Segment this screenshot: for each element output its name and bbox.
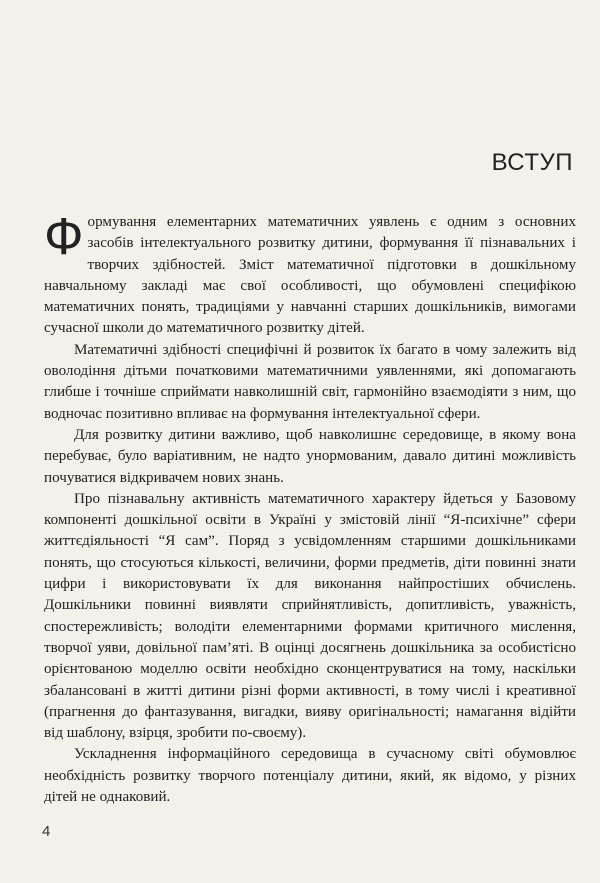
- chapter-heading: ВСТУП: [491, 149, 573, 176]
- paragraph-1: [44, 208, 576, 340]
- body-text: [44, 208, 576, 808]
- paragraph-1-text: ормування елементарних математичних уявлень є одним з основних засобів інтелектуального розвитку дитини, формування її пізнавальних і творчих здібностей. Зміст математичної підготовки в дошкільному навчальному закладі має свої особливості, що обумовлені специфікою математичних понять, традиціями у навчанні старших дошкільників, вимогами сучасної школи до математичного розвитку дітей.: [44, 214, 576, 337]
- paragraph-5: Ускладнення інформаційного середовища в сучасному світі обумовлює необхідність розвитку творчого потенціалу дитини, який, як відомо, у різних дітей не однаковий.: [44, 746, 576, 806]
- paragraph-4: Про пізнавальну активність математичного характеру йдеться у Базовому компоненті дошкільної освіти в Україні у змістовій лінії “Я-психічне” сфери життєдіяльності “Я сам”. Поряд з усвідомленням старшими дошкільниками понять, що стосуються кількості, величини, форми предметів, діти повинні знати цифри і використовувати їх для виконання найпростіших обчислень. Дошкільники повинні виявляти сприйнятливість, допитливість, уважність, спостережливість; володіти елементарними формами критичного мислення, творчої уяви, довільної пам’яті. В оцінці досягнень дошкільника за особистісно орієнтованою моделлю освіти необхідно сконцентруватися на тому, наскільки збалансовані в житті дитини різні форми активності, в тому числі і креативної (прагнення до фантазування, вигадки, вияву оригінальності; намагання відійти від шаблону, взірця, зробити по-своєму).: [44, 490, 576, 742]
- drop-cap: Ф: [44, 208, 84, 266]
- paragraph-2: Математичні здібності специфічні й розвиток їх багато в чому залежить від оволодіння дітьми початковими математичними уявленнями, які допомагають глибше і точніше сприймати навколишній світ, гармонійно взаємодіяти з ним, що водночас позитивно впливає на формування інтелектуальної сфери.: [44, 341, 576, 422]
- page-number: 4: [42, 823, 51, 840]
- paragraph-3: Для розвитку дитини важливо, щоб навколишнє середовище, в якому вона перебуває, було варіативним, не надто унормованим, давало дитині можливість почуватися відкривачем нових знань.: [44, 426, 576, 486]
